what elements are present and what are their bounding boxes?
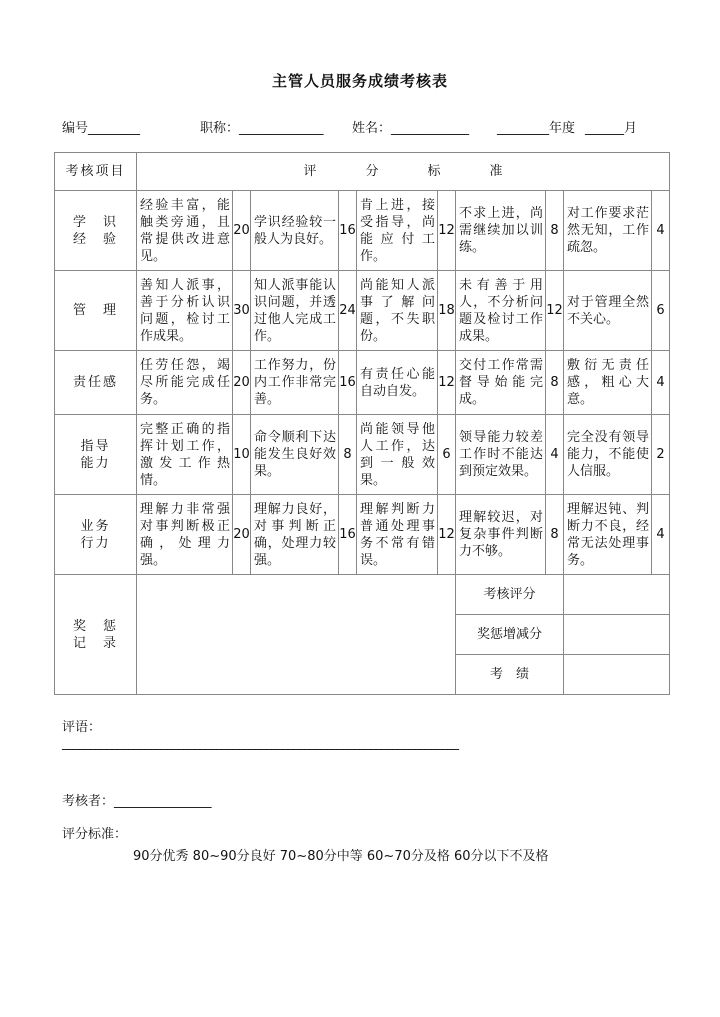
level-description: 学识经验较一般人为良好。 — [251, 191, 339, 271]
result-label: 考核评分 — [456, 575, 564, 615]
level-score: 16 — [339, 351, 357, 415]
standard-char: 分 — [365, 164, 379, 179]
level-description: 领导能力较差工作时不能达到预定效果。 — [456, 415, 546, 495]
record-row — [55, 575, 670, 615]
level-score: 10 — [233, 415, 251, 495]
level-score: 16 — [339, 495, 357, 575]
level-score: 24 — [339, 271, 357, 351]
level-description: 理解判断力普通处理事务不常有错误。 — [357, 495, 438, 575]
col-item-header: 考核项目 — [55, 153, 137, 191]
level-description: 尚能领导他人工作，达到一般效果。 — [357, 415, 438, 495]
table-row — [55, 271, 670, 351]
level-description: 任劳任怨，竭尽所能完成任务。 — [137, 351, 233, 415]
level-score: 20 — [233, 191, 251, 271]
level-description: 理解较迟，对复杂事件判断力不够。 — [456, 495, 546, 575]
level-description: 理解力非常强对事判断极正确，处理力强。 — [137, 495, 233, 575]
level-description: 有责任心能自动自发。 — [357, 351, 438, 415]
level-score: 6 — [438, 415, 456, 495]
level-score: 6 — [652, 271, 670, 351]
criteria-text: 90分优秀 80~90分良好 70~80分中等 60~70分及格 60分以下不及格 — [133, 849, 549, 864]
assessment-item: 学 识 经 验 — [55, 191, 137, 271]
level-score: 12 — [438, 191, 456, 271]
level-description: 不求上进，尚需继续加以训练。 — [456, 191, 546, 271]
year-field: ________年度 — [497, 121, 576, 136]
standard-char: 准 — [489, 164, 503, 179]
level-description: 理解迟钝、判断力不良，经常无法处理事务。 — [564, 495, 652, 575]
level-score: 4 — [652, 351, 670, 415]
level-description: 善知人派事，善于分析认识问题，检讨工作成果。 — [137, 271, 233, 351]
level-score: 30 — [233, 271, 251, 351]
position-field: 职称：_____________ — [200, 121, 324, 136]
level-score: 8 — [546, 191, 564, 271]
level-description: 经验丰富，能触类旁通，且常提供改进意见。 — [137, 191, 233, 271]
comment-label: 评语： — [62, 720, 102, 735]
assessment-item: 管 理 — [55, 271, 137, 351]
level-score: 8 — [546, 495, 564, 575]
level-description: 尚能知人派事了解问题，不失职份。 — [357, 271, 438, 351]
level-score: 18 — [438, 271, 456, 351]
result-label: 奖惩增减分 — [456, 615, 564, 655]
col-standard-header — [137, 153, 670, 191]
level-description: 肯上进，接受指导，尚能应付工作。 — [357, 191, 438, 271]
level-description: 理解力良好，对事判断正确，处理力较强。 — [251, 495, 339, 575]
table-row — [55, 495, 670, 575]
result-value[interactable] — [564, 615, 670, 655]
standard-char: 标 — [427, 164, 441, 179]
result-label: 考 绩 — [456, 655, 564, 695]
level-description: 完整正确的指挥计划工作，激发工作热情。 — [137, 415, 233, 495]
criteria-label: 评分标准： — [62, 827, 128, 842]
assessor-field: 考核者：_______________ — [62, 794, 212, 809]
level-score: 4 — [652, 495, 670, 575]
page-title: 主管人员服务成绩考核表 — [271, 72, 448, 90]
level-score: 16 — [339, 191, 357, 271]
month-field: ______月 — [585, 121, 638, 136]
level-description: 未有善于用人，不分析问题及检讨工作成果。 — [456, 271, 546, 351]
level-score: 12 — [438, 495, 456, 575]
level-description: 工作努力，份内工作非常完善。 — [251, 351, 339, 415]
assessment-table — [54, 152, 670, 695]
level-score: 20 — [233, 351, 251, 415]
name-field: 姓名：____________ — [352, 121, 470, 136]
standard-char: 评 — [303, 164, 317, 179]
table-row — [55, 415, 670, 495]
level-description: 命令顺利下达能发生良好效果。 — [251, 415, 339, 495]
level-description: 敷衍无责任感，粗心大意。 — [564, 351, 652, 415]
level-score: 4 — [652, 191, 670, 271]
level-description: 知人派事能认识问题，并透过他人完成工作。 — [251, 271, 339, 351]
record-content[interactable] — [137, 575, 456, 695]
level-score: 8 — [546, 351, 564, 415]
record-label: 奖 惩 记 录 — [55, 575, 137, 695]
table-row — [55, 191, 670, 271]
level-score: 12 — [546, 271, 564, 351]
level-description: 交付工作常需督导始能完成。 — [456, 351, 546, 415]
comment-line: ________________________________________________________________________ — [62, 736, 458, 751]
assessment-item: 业务 行力 — [55, 495, 137, 575]
assessment-item: 指导 能力 — [55, 415, 137, 495]
level-score: 2 — [652, 415, 670, 495]
level-score: 8 — [339, 415, 357, 495]
assessment-item: 责任感 — [55, 351, 137, 415]
level-description: 对于管理全然不关心。 — [564, 271, 652, 351]
level-description: 对工作要求茫然无知，工作疏忽。 — [564, 191, 652, 271]
level-score: 12 — [438, 351, 456, 415]
table-row — [55, 351, 670, 415]
result-value[interactable] — [564, 575, 670, 615]
result-value[interactable] — [564, 655, 670, 695]
level-score: 20 — [233, 495, 251, 575]
table-header-row — [55, 153, 670, 191]
number-field: 编号________ — [62, 121, 141, 136]
level-score: 4 — [546, 415, 564, 495]
level-description: 完全没有领导能力，不能使人信服。 — [564, 415, 652, 495]
